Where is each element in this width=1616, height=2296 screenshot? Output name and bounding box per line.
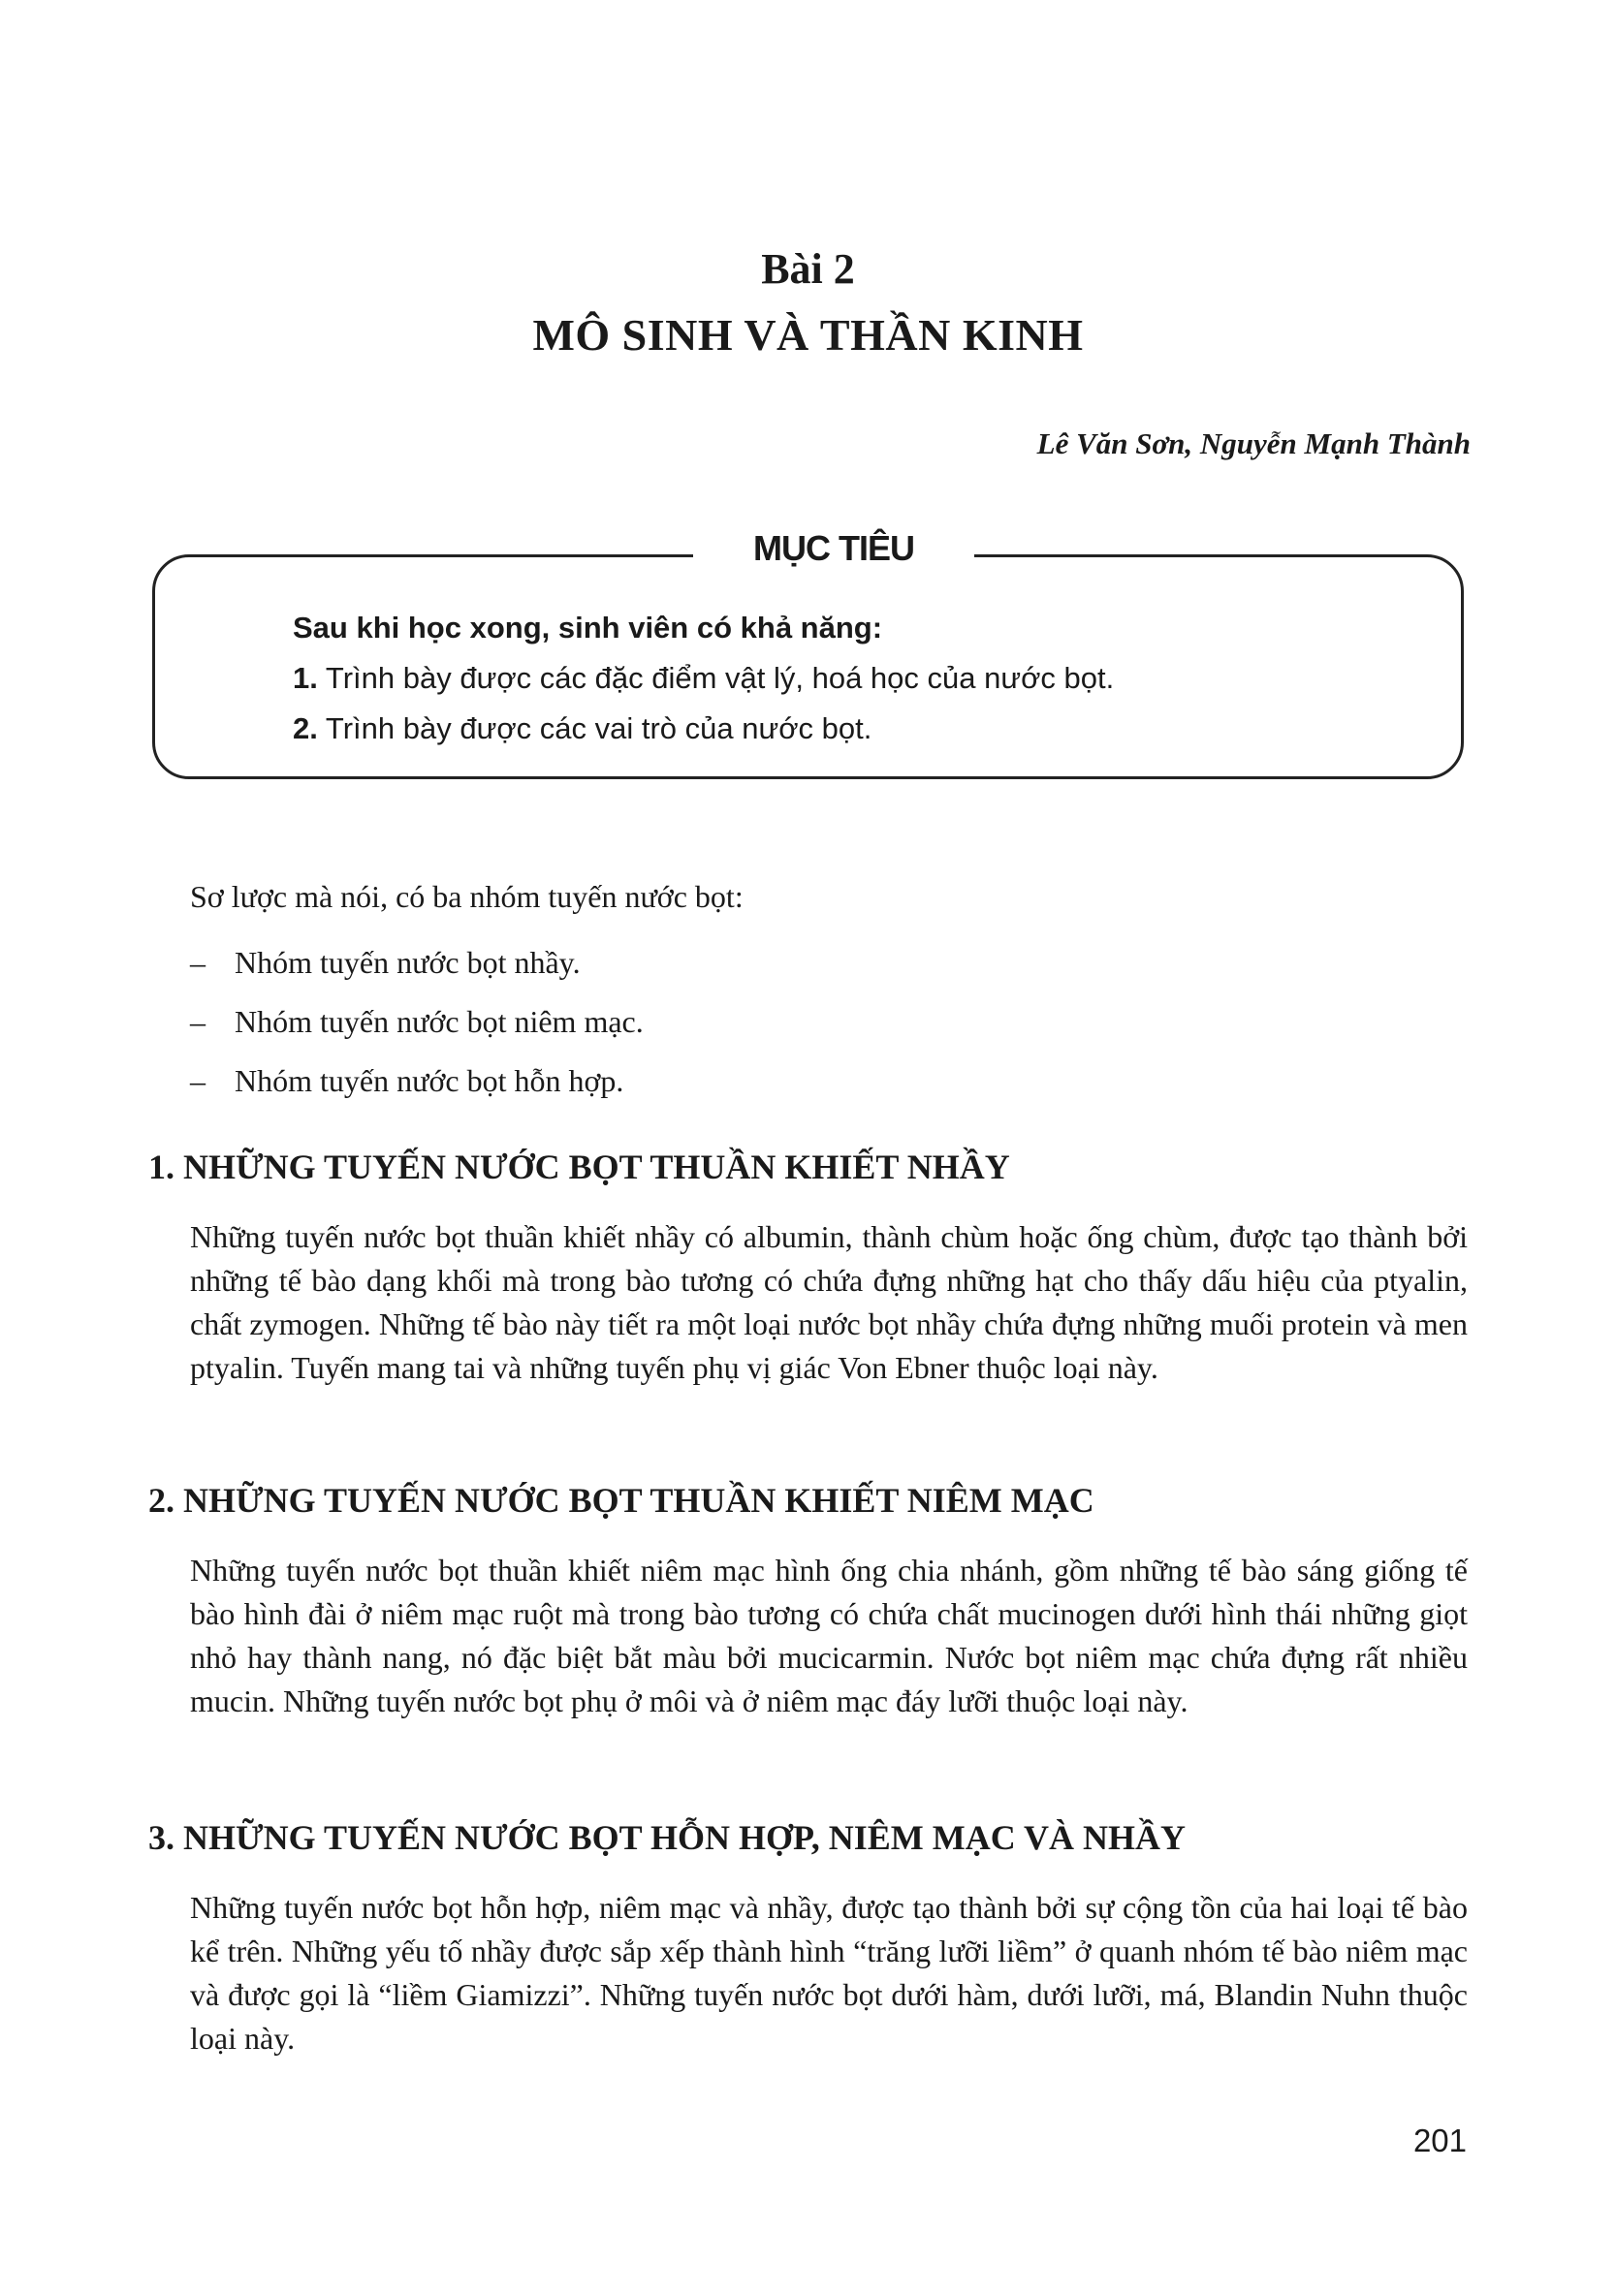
section-body-1: Những tuyến nước bọt thuần khiết nhầy có albumin, thành chùm hoặc ống chùm, được tạo thành bởi những tế bào dạng khối mà trong bào tương có chứa đựng những hạt cho thấy dấu hiệu của ptyalin, chất zymogen. Những tế bào này tiết ra một loại nước bọt nhầy chứa đựng những muối protein và men ptyalin. Tuyến mang tai và những tuyến phụ vị giác Von Ebner thuộc loại này. [190,1219,1468,1385]
gland-group-list [190,933,1450,1111]
objectives-intro: Sau khi học xong, sinh viên có khả năng: [293,611,883,645]
section-heading-2: 2. NHỮNG TUYẾN NƯỚC BỌT THUẦN KHIẾT NIÊM MẠC [148,1481,1094,1520]
section-heading-3: 3. NHỮNG TUYẾN NƯỚC BỌT HỖN HỢP, NIÊM MẠC VÀ NHẦY [148,1818,1187,1857]
objectives-heading: MỤC TIÊU [693,521,974,576]
dash-marker: – [190,1004,206,1039]
objective-text: Trình bày được các vai trò của nước bọt. [317,711,872,745]
dash-marker: – [190,945,206,980]
intro-paragraph: Sơ lược mà nói, có ba nhóm tuyến nước bọt: [190,879,744,914]
list-item-text: Nhóm tuyến nước bọt nhầy. [235,945,581,980]
objective-item-2 [293,711,1408,746]
section-body-3: Những tuyến nước bọt hỗn hợp, niêm mạc và nhầy, được tạo thành bởi sự cộng tồn của hai loại tế bào kể trên. Những yếu tố nhầy được sắp xếp thành hình “trăng lưỡi liềm” ở quanh nhóm tế bào niêm mạc và được gọi là “liềm Giamizzi”. Những tuyến nước bọt dưới hàm, dưới lưỡi, má, Blandin Nuhn thuộc loại này. [190,1890,1468,2056]
dash-marker: – [190,1063,206,1098]
list-item-text: Nhóm tuyến nước bọt niêm mạc. [235,1004,644,1039]
section-body-2: Những tuyến nước bọt thuần khiết niêm mạc hình ống chia nhánh, gồm những tế bào sáng giống tế bào hình đài ở niêm mạc ruột mà trong bào tương có chứa chất mucinogen dưới hình thái những giọt nhỏ hay thành nang, nó đặc biệt bắt màu bởi mucicarmin. Nước bọt niêm mạc chứa đựng rất nhiều mucin. Những tuyến nước bọt phụ ở môi và ở niêm mạc đáy lưỡi thuộc loại này. [190,1553,1468,1718]
objectives-content [293,611,1408,762]
lesson-number: Bài 2 [761,245,855,293]
list-item [190,933,1450,992]
section-heading-1: 1. NHỮNG TUYẾN NƯỚC BỌT THUẦN KHIẾT NHẦY [148,1148,1010,1186]
objective-number: 2. [293,711,318,745]
objective-item-1 [293,661,1408,696]
list-item [190,992,1450,1052]
objective-text: Trình bày được các đặc điểm vật lý, hoá học của nước bọt. [317,661,1115,695]
objective-number: 1. [293,661,318,695]
list-item [190,1052,1450,1111]
authors: Lê Văn Sơn, Nguyễn Mạnh Thành [1036,426,1471,460]
lesson-title: MÔ SINH VÀ THẦN KINH [532,310,1084,360]
page-number: 201 [1412,2123,1467,2158]
list-item-text: Nhóm tuyến nước bọt hỗn hợp. [235,1063,624,1098]
